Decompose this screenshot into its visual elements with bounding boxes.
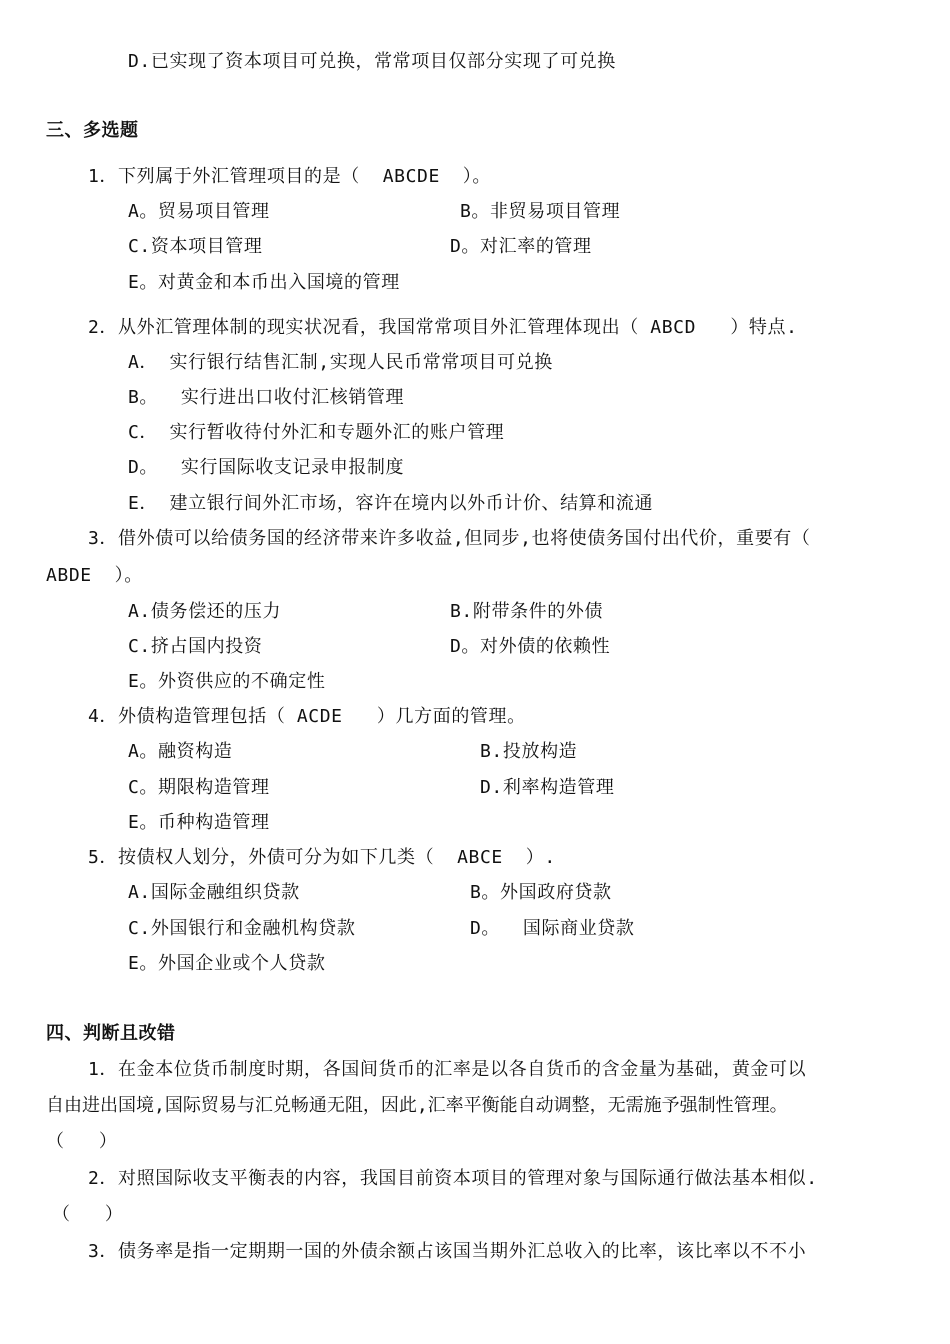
question-3-stem: 3．借外债可以给债务国的经济带来许多收益,但同步,也将使债务国付出代价，重要有（ bbox=[88, 528, 811, 549]
section-title-multiple-choice: 三、多选题 bbox=[46, 120, 139, 141]
question-2-option-a: A． 实行银行结售汇制,实现人民币常常项目可兑换 bbox=[128, 352, 553, 373]
question-2-option-d: D。 实行国际收支记录申报制度 bbox=[128, 457, 405, 478]
question-2-stem: 2．从外汇管理体制的现实状况看，我国常常项目外汇管理体现出（ ABCD ）特点. bbox=[88, 317, 798, 338]
question-5-option-b: B。外国政府贷款 bbox=[470, 882, 612, 903]
question-1-stem: 1．下列属于外汇管理项目的是（ ABCDE ）。 bbox=[88, 166, 491, 187]
judgement-1-answer-blank: （ ） bbox=[46, 1131, 118, 1152]
question-3-option-c: C.挤占国内投资 bbox=[128, 636, 263, 657]
question-4-option-c: C。期限构造管理 bbox=[128, 777, 270, 798]
question-5-option-e: E。外国企业或个人贷款 bbox=[128, 953, 326, 974]
question-5-option-c: C.外国银行和金融机构贷款 bbox=[128, 918, 356, 939]
question-3-option-e: E。外资供应的不确定性 bbox=[128, 671, 326, 692]
question-4-option-d: D.利率构造管理 bbox=[480, 777, 615, 798]
question-2-option-c: C． 实行暂收待付外汇和专题外汇的账户管理 bbox=[128, 422, 505, 443]
question-3-option-b: B.附带条件的外债 bbox=[450, 601, 604, 622]
judgement-3-line-1: 3．债务率是指一定期期一国的外债余额占该国当期外汇总收入的比率，该比率以不不小 bbox=[88, 1241, 807, 1262]
judgement-1-line-2: 自由进出国境,国际贸易与汇兑畅通无阻，因此,汇率平衡能自动调整，无需施予强制性管理。 bbox=[46, 1095, 788, 1116]
judgement-2-answer-blank: （ ） bbox=[52, 1204, 124, 1225]
question-5-option-d: D。 国际商业贷款 bbox=[470, 918, 635, 939]
question-2-option-b: B。 实行进出口收付汇核销管理 bbox=[128, 387, 405, 408]
question-1-option-a: A。贸易项目管理 bbox=[128, 201, 270, 222]
question-1-option-d: D。对汇率的管理 bbox=[450, 236, 592, 257]
question-4-option-e: E。币种构造管理 bbox=[128, 812, 270, 833]
question-1-option-b: B。非贸易项目管理 bbox=[460, 201, 621, 222]
judgement-1-line-1: 1．在金本位货币制度时期，各国间货币的汇率是以各自货币的含金量为基础，黄金可以 bbox=[88, 1059, 807, 1080]
question-1-option-c: C.资本项目管理 bbox=[128, 236, 263, 257]
question-5-option-a: A.国际金融组织贷款 bbox=[128, 882, 300, 903]
option-d-continued: D.已实现了资本项目可兑换，常常项目仅部分实现了可兑换 bbox=[128, 51, 616, 72]
question-4-option-b: B.投放构造 bbox=[480, 741, 578, 762]
question-4-stem: 4．外债构造管理包括（ ACDE ）几方面的管理。 bbox=[88, 706, 526, 727]
question-3-option-d: D。对外债的依赖性 bbox=[450, 636, 611, 657]
question-5-stem: 5．按债权人划分，外债可分为如下几类（ ABCE ）. bbox=[88, 847, 556, 868]
section-title-true-false: 四、判断且改错 bbox=[46, 1023, 176, 1044]
question-4-option-a: A。融资构造 bbox=[128, 741, 233, 762]
judgement-2-line-1: 2．对照国际收支平衡表的内容，我国目前资本项目的管理对象与国际通行做法基本相似. bbox=[88, 1168, 818, 1189]
question-1-option-e: E。对黄金和本币出入国境的管理 bbox=[128, 272, 400, 293]
question-3-stem-continued: ABDE ）。 bbox=[46, 565, 143, 586]
question-2-option-e: E． 建立银行间外汇市场，容许在境内以外币计价、结算和流通 bbox=[128, 493, 654, 514]
question-3-option-a: A.债务偿还的压力 bbox=[128, 601, 282, 622]
